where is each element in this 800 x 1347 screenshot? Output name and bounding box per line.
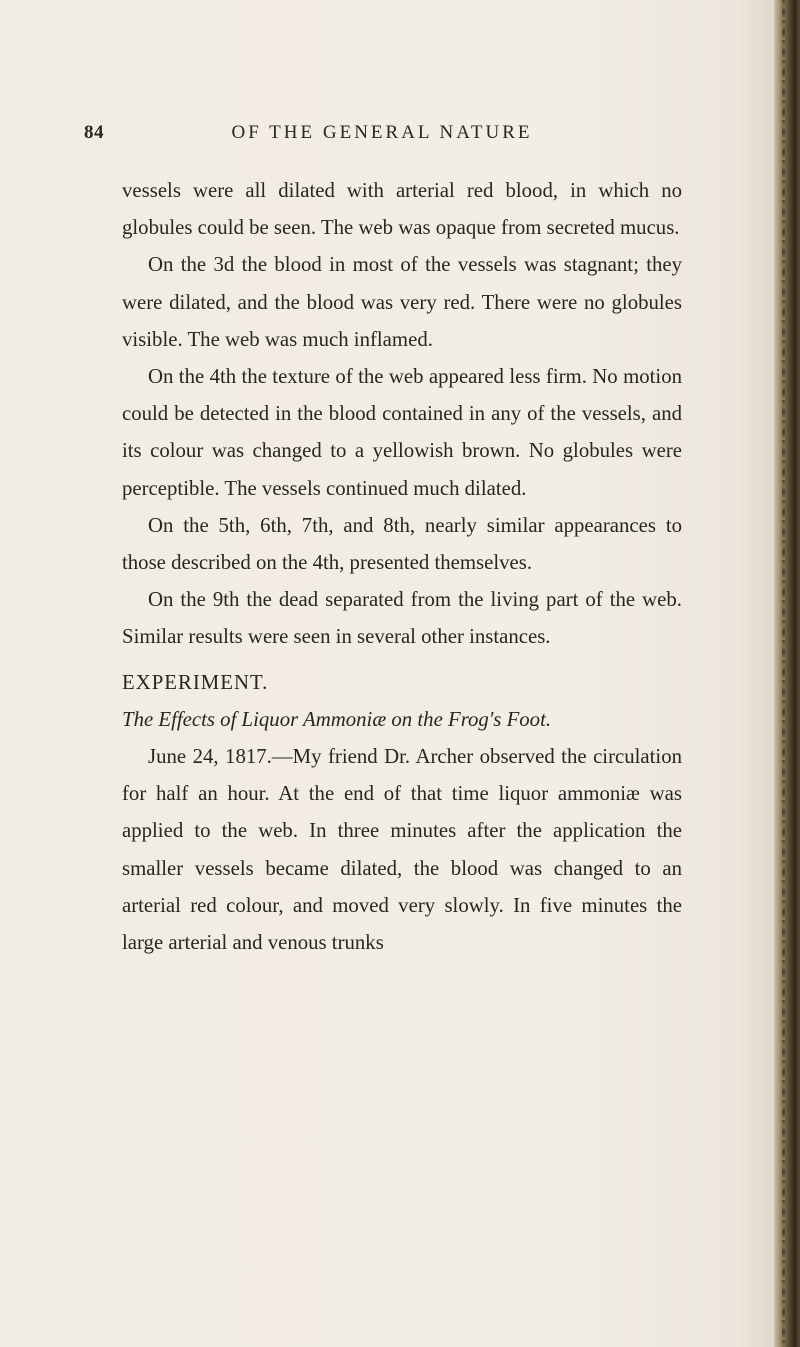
paragraph: On the 4th the texture of the web appeared less firm. No motion could be detected in the blood contained in any of the vessels, and its colour was changed to a yellowish brown. No globules were perceptible. The vessels continued much dilated. <box>122 365 682 500</box>
body-text <box>122 172 682 961</box>
page-number: 84 <box>84 122 104 143</box>
experiment-paragraph: June 24, 1817.—My friend Dr. Archer observed the circulation for half an hour. At the end of that time liquor ammoniæ was applied to the web. In three minutes after the application the smaller vessels became dilated, the blood was changed to an arterial red colour, and moved very slowly. In five minutes the large arterial and venous trunks <box>122 745 682 955</box>
paragraph: On the 9th the dead separated from the living part of the web. Similar results were seen in several other instances. <box>122 588 682 649</box>
paragraph: On the 3d the blood in most of the vessels was stagnant; they were dilated, and the blood was very red. There were no globules visible. The web was much inflamed. <box>122 253 682 351</box>
paragraph: vessels were all dilated with arterial red blood, in which no globules could be seen. The web was opaque from secreted mucus. <box>122 179 682 240</box>
experiment-heading: EXPERIMENT. <box>122 670 269 694</box>
experiment-title: The Effects of Liquor Ammoniæ on the Frog's Foot. <box>122 707 552 731</box>
running-head: OF THE GENERAL NATURE <box>231 122 533 143</box>
paragraph: On the 5th, 6th, 7th, and 8th, nearly similar appearances to those described on the 4th, presented themselves. <box>122 513 682 575</box>
book-binding-edge <box>774 0 800 1347</box>
page-header <box>84 122 684 152</box>
